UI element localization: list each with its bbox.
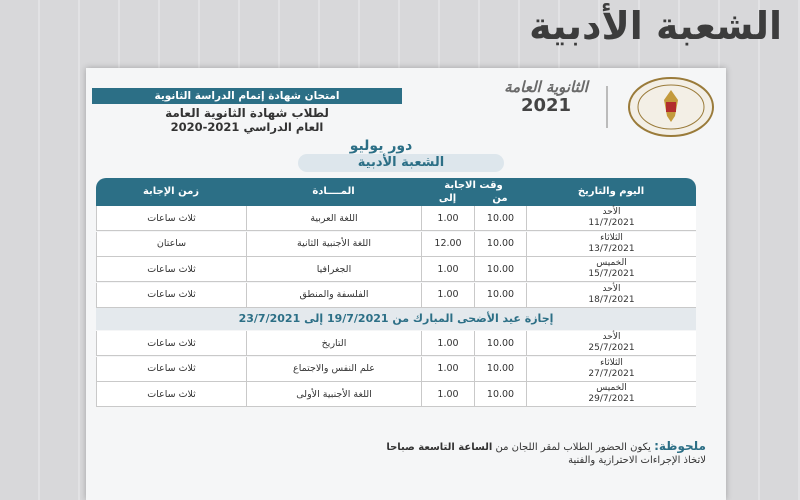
from-cell: 10.00 <box>474 283 526 307</box>
students-line: لطلاب شهادة الثانوية العامة <box>165 106 329 120</box>
thanaweya-logo <box>496 78 596 134</box>
day-name: الأحد <box>602 207 621 217</box>
exam-date: 13/7/2021 <box>588 243 635 254</box>
day-name: الثلاثاء <box>600 232 623 243</box>
subject-cell: علم النفس والاجتماع <box>246 357 421 381</box>
logo-text: الثانوية العامة <box>504 78 588 96</box>
header-subject: المــــادة <box>312 186 355 197</box>
header-answer-time: وقت الاجابة <box>444 180 503 191</box>
note-line2: لاتخاذ الإجراءات الاحترازية والفنية <box>568 455 706 466</box>
to-cell: 12.00 <box>421 232 474 256</box>
day-date-cell <box>526 257 696 281</box>
header-day-date: اليوم والتاريخ <box>577 186 645 197</box>
table-row <box>96 357 696 382</box>
day-date-cell <box>526 206 696 230</box>
from-cell: 10.00 <box>474 382 526 406</box>
to-cell: 1.00 <box>421 357 474 381</box>
table-row <box>96 257 696 282</box>
exam-date: 18/7/2021 <box>588 294 635 305</box>
day-date-cell <box>526 357 696 381</box>
exam-table <box>96 178 696 426</box>
table-row <box>96 232 696 257</box>
branch-pill: الشعبة الأدبية <box>298 154 504 172</box>
table-header <box>96 178 696 206</box>
subject-cell: التاريخ <box>246 331 421 355</box>
note-label: ملحوظة: <box>654 439 706 453</box>
exam-title-band: امتحان شهادة إتمام الدراسة الثانوية <box>92 88 402 104</box>
subject-cell: اللغة الأجنبية الأولى <box>246 382 421 406</box>
to-cell: 1.00 <box>421 331 474 355</box>
table-row <box>96 331 696 356</box>
ministry-seal-icon <box>626 76 716 138</box>
day-date-cell <box>526 232 696 256</box>
to-cell: 1.00 <box>421 206 474 230</box>
table-row <box>96 283 696 308</box>
exam-date: 29/7/2021 <box>588 394 635 404</box>
duration-cell: ثلاث ساعات <box>96 382 246 406</box>
subject-cell: الفلسفة والمنطق <box>246 283 421 307</box>
day-name: الأحد <box>602 283 621 294</box>
header-to: إلى <box>438 193 457 204</box>
from-cell: 10.00 <box>474 232 526 256</box>
year-line: العام الدراسي 2021-2020 <box>170 120 324 134</box>
day-name: الأحد <box>602 332 621 342</box>
exam-date: 27/7/2021 <box>588 368 635 379</box>
duration-cell: ثلاث ساعات <box>96 357 246 381</box>
day-date-cell <box>526 382 696 406</box>
logo-year: 2021 <box>520 95 572 116</box>
note-text: يكون الحضور الطلاب لمقر اللجان من <box>495 442 651 453</box>
duration-cell: ثلاث ساعات <box>96 283 246 307</box>
page-title: الشعبة الأدبية <box>529 4 782 48</box>
header-duration: زمن الإجابة <box>142 186 200 197</box>
subject-cell: اللغة الأجنبية الثانية <box>246 232 421 256</box>
day-date-cell <box>526 331 696 355</box>
exam-date: 11/7/2021 <box>588 218 635 228</box>
exam-date: 15/7/2021 <box>588 269 635 279</box>
note <box>306 440 706 467</box>
logo-divider <box>606 86 608 128</box>
holiday-banner: إجازة عيد الأضحى المبارك من 19/7/2021 إلى 23/7/2021 <box>96 308 696 330</box>
header-from: من <box>492 193 508 204</box>
day-date-cell <box>526 283 696 307</box>
to-cell: 1.00 <box>421 283 474 307</box>
from-cell: 10.00 <box>474 331 526 355</box>
exam-date: 25/7/2021 <box>588 343 635 353</box>
duration-cell: ثلاث ساعات <box>96 206 246 230</box>
duration-cell: ثلاث ساعات <box>96 331 246 355</box>
day-name: الثلاثاء <box>600 357 623 368</box>
subject-cell: اللغة العربية <box>246 206 421 230</box>
subject-cell: الجغرافيا <box>246 257 421 281</box>
table-row <box>96 382 696 407</box>
day-name: الخميس <box>596 258 627 268</box>
duration-cell: ساعتان <box>96 232 246 256</box>
table-row <box>96 206 696 231</box>
schedule-card <box>86 68 726 500</box>
duration-cell: ثلاث ساعات <box>96 257 246 281</box>
note-bold: الساعة التاسعة صباحا <box>386 442 493 453</box>
day-name: الخميس <box>596 383 627 393</box>
session-title: دور يوليو <box>349 138 413 154</box>
from-cell: 10.00 <box>474 257 526 281</box>
from-cell: 10.00 <box>474 357 526 381</box>
to-cell: 1.00 <box>421 382 474 406</box>
from-cell: 10.00 <box>474 206 526 230</box>
to-cell: 1.00 <box>421 257 474 281</box>
